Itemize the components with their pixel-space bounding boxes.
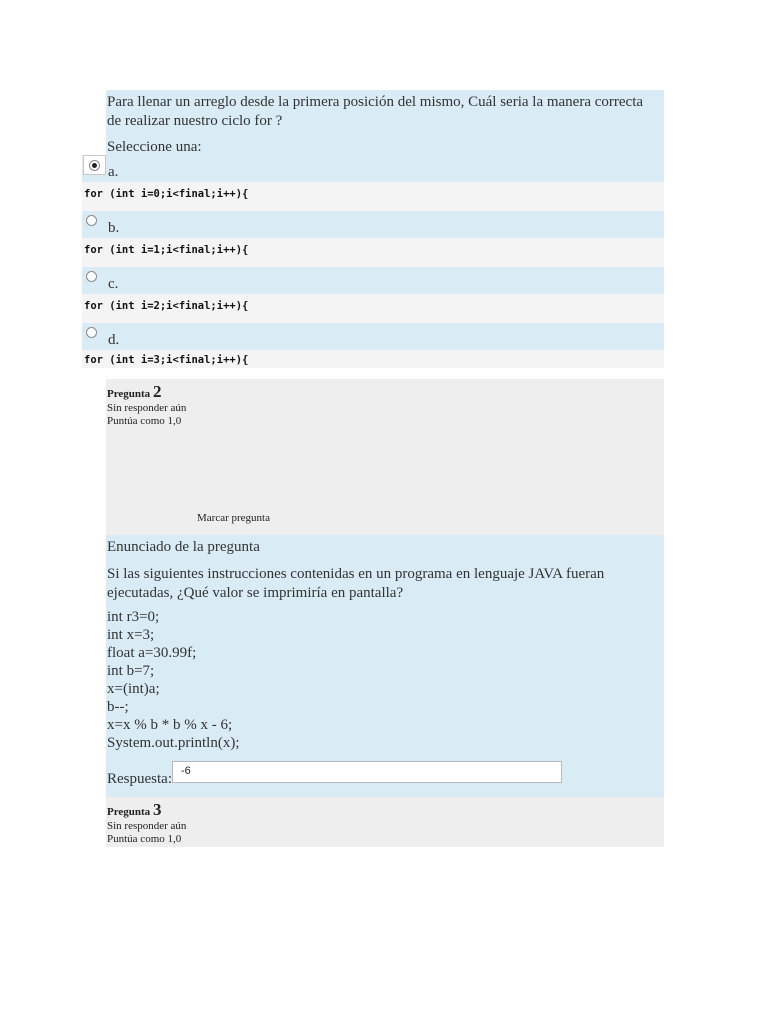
question2-text: Si las siguientes instrucciones contenidas en un programa en lenguaje JAVA fueran ejecutadas, ¿Qué valor se imprimiría en pantalla? [107, 566, 605, 601]
option-a-letter: a. [108, 164, 119, 180]
option-d-letter: d. [108, 332, 120, 348]
question2-heading: Enunciado de la pregunta [107, 539, 260, 555]
option-b-radio[interactable] [86, 215, 97, 226]
code-line: int r3=0; [107, 609, 160, 625]
select-prompt: Seleccione una: [107, 139, 202, 155]
code-line: x=(int)a; [107, 681, 160, 697]
option-b-code: for (int i=1;i<final;i++){ [84, 244, 249, 256]
option-a-code: for (int i=0;i<final;i++){ [84, 188, 249, 200]
option-d-row [82, 323, 664, 350]
option-a-radio[interactable] [83, 155, 106, 175]
code-line: int b=7; [107, 663, 155, 679]
option-a-row [82, 155, 664, 182]
option-c-letter: c. [108, 276, 119, 292]
question3-title [107, 800, 161, 820]
option-c-code: for (int i=2;i<final;i++){ [84, 300, 249, 312]
code-line: int x=3; [107, 627, 155, 643]
question2-status: Sin responder aún [107, 402, 187, 414]
option-d-radio[interactable] [86, 327, 97, 338]
option-c-radio[interactable] [86, 271, 97, 282]
question3-number: 3 [152, 800, 162, 819]
option-c-row [82, 267, 664, 294]
question1-text: Para llenar un arreglo desde la primera posición del mismo, Cuál seria la manera correcta de realizar nuestro ciclo for ? [107, 94, 644, 129]
question2-title [107, 382, 161, 402]
flag-question-link[interactable]: Marcar pregunta [197, 512, 270, 524]
radio-selected-icon [89, 160, 100, 171]
question3-label: Pregunta [107, 806, 151, 818]
question3-score: Puntúa como 1,0 [107, 833, 182, 845]
option-b-letter: b. [108, 220, 120, 236]
option-d-code: for (int i=3;i<final;i++){ [84, 354, 249, 366]
code-line: float a=30.99f; [107, 645, 197, 661]
answer-input[interactable]: -6 [172, 761, 562, 783]
answer-label: Respuesta: [107, 771, 172, 787]
code-line: System.out.println(x); [107, 735, 240, 751]
code-line: b--; [107, 699, 129, 715]
question2-info-panel [106, 379, 664, 535]
question2-code [107, 608, 240, 752]
question2-number: 2 [152, 382, 162, 401]
question3-status: Sin responder aún [107, 820, 187, 832]
question2-score: Puntúa como 1,0 [107, 415, 182, 427]
question3-info-panel [106, 797, 664, 847]
option-b-row [82, 211, 664, 238]
question2-label: Pregunta [107, 388, 151, 400]
code-line: x=x % b * b % x - 6; [107, 717, 233, 733]
